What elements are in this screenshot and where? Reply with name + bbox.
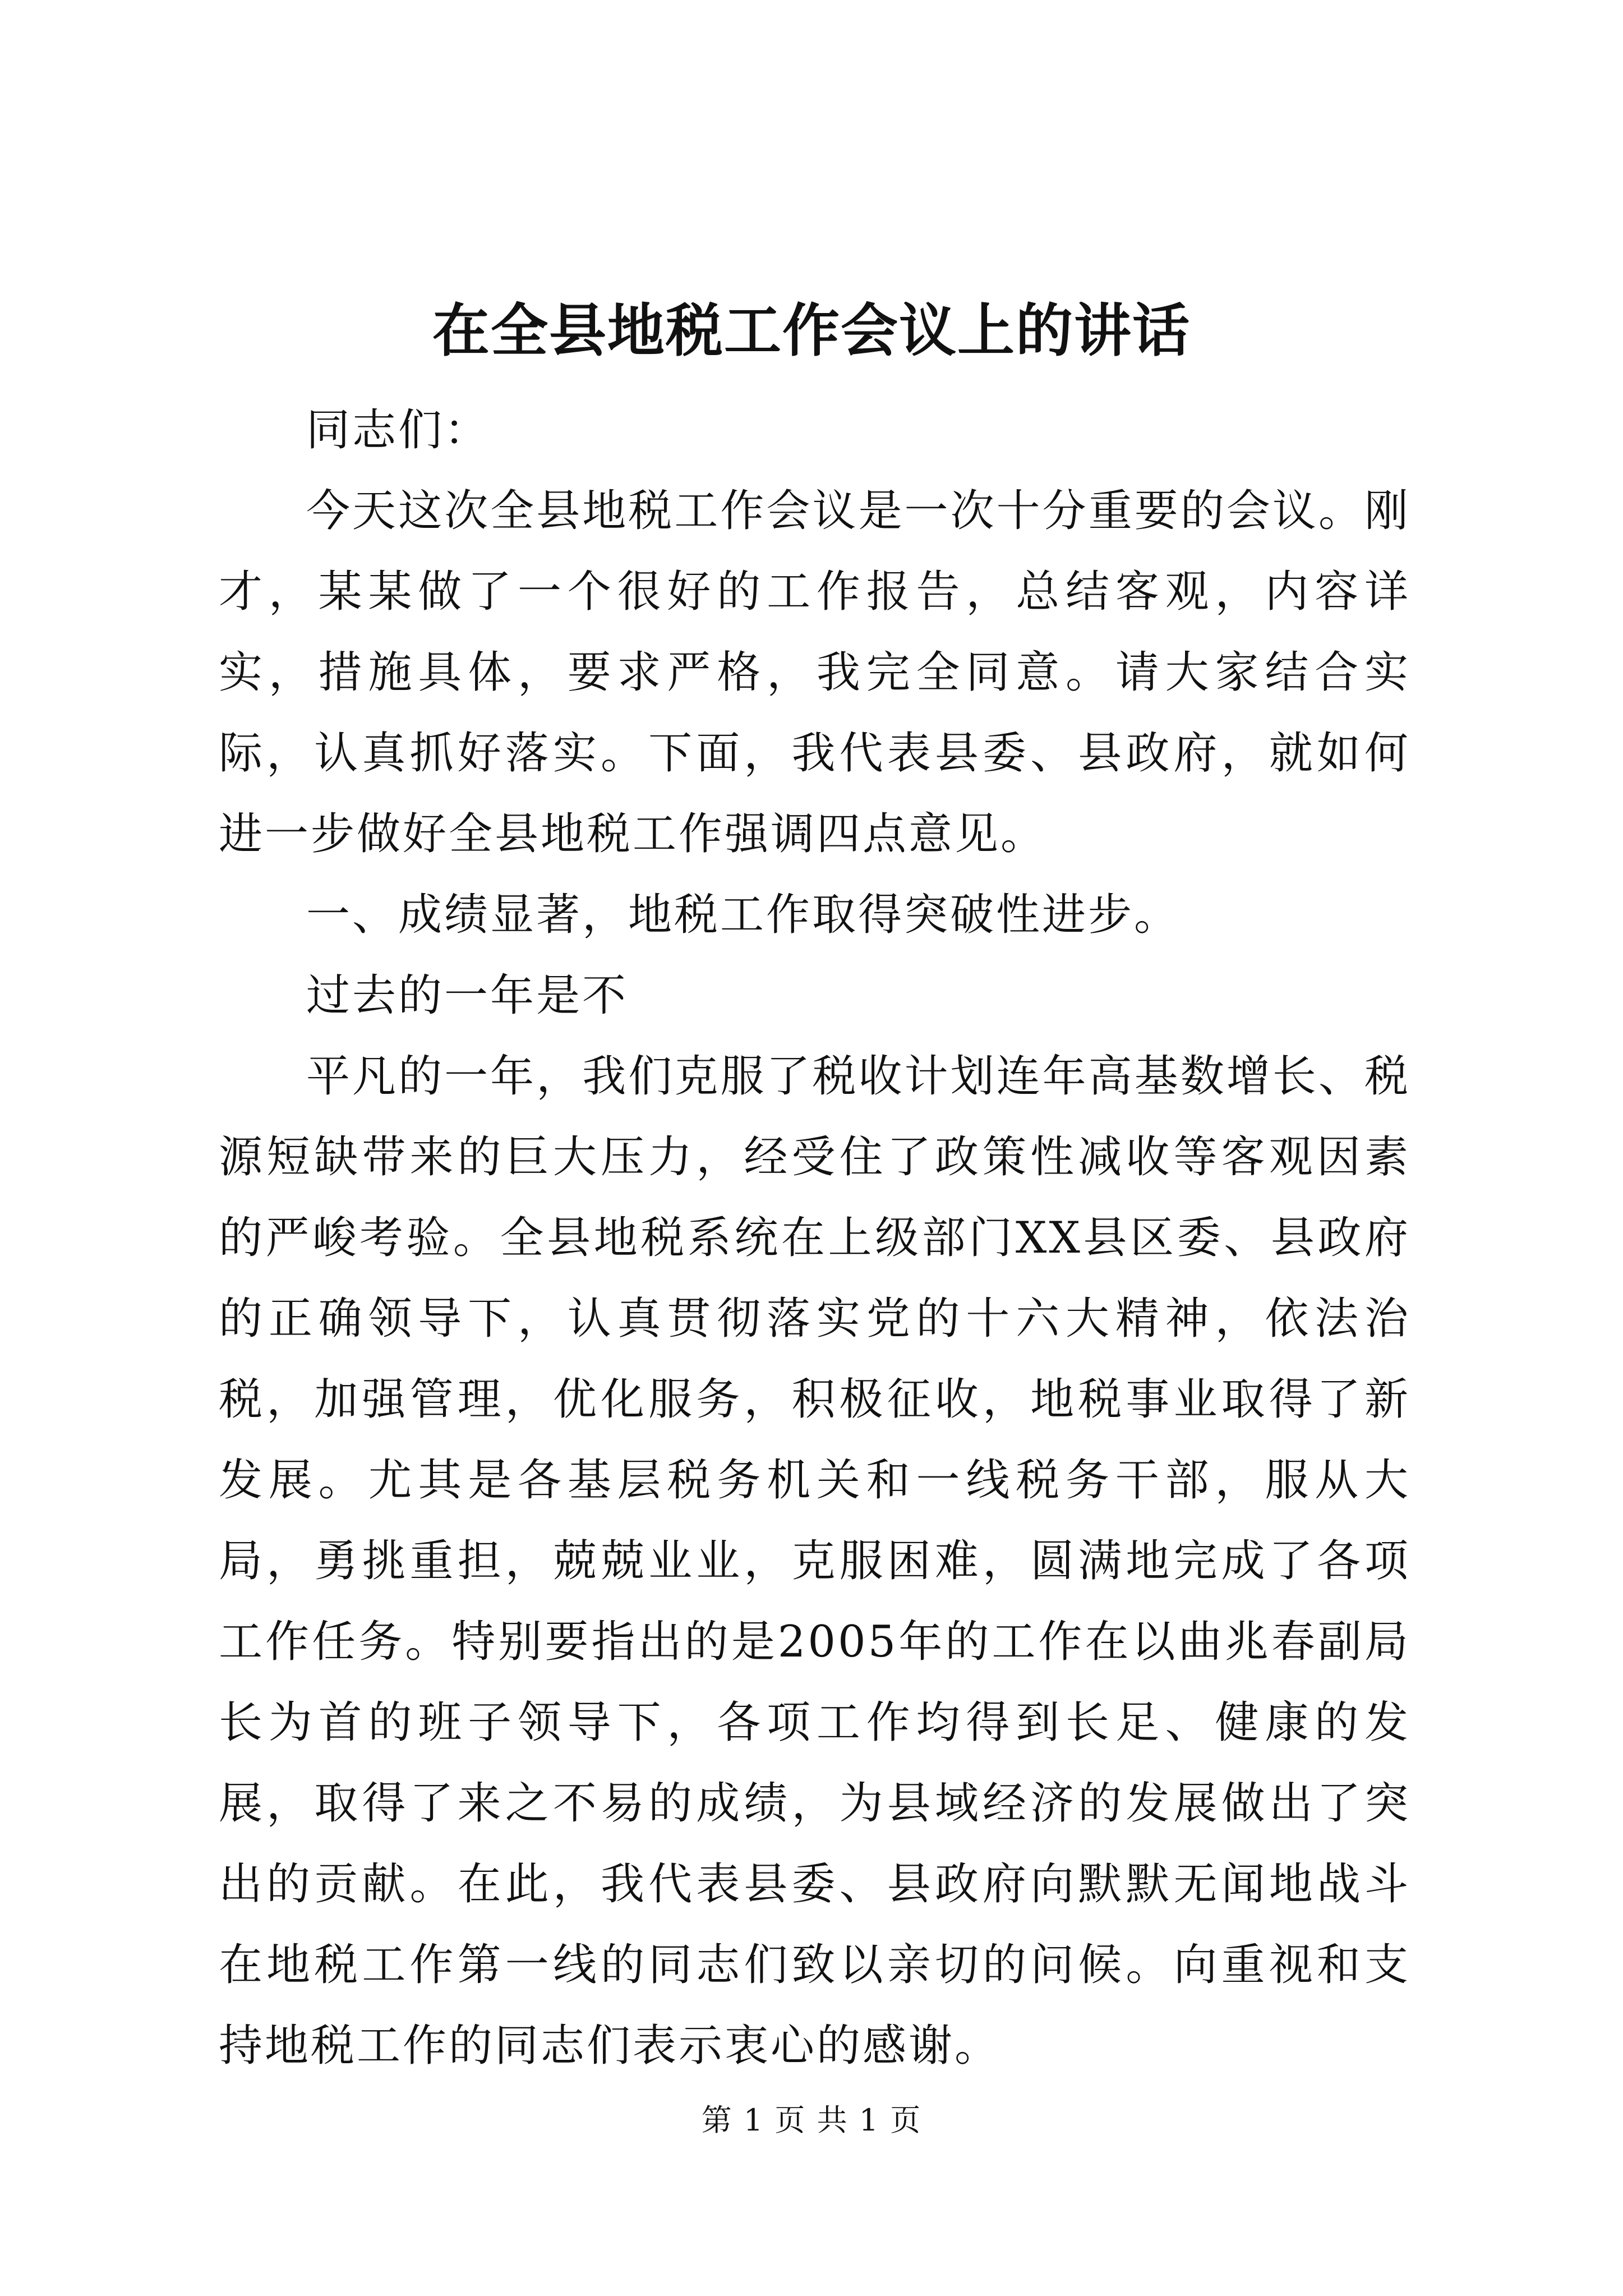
document-title: 在全县地税工作会议上的讲话 <box>432 297 1191 365</box>
document-body <box>219 390 1410 2086</box>
intro-paragraph: 今天这次全县地税工作会议是一次十分重要的会议。刚才，某某做了一个很好的工作报告，总结客观，内容详实，措施具体，要求严格，我完全同意。请大家结合实际，认真抓好落实。下面，我代表县委、县政府，就如何进一步做好全县地税工作强调四点意见。 <box>219 486 1410 859</box>
fragment-paragraph: 过去的一年是不 <box>306 970 629 1021</box>
section-heading: 一、成绩显著，地税工作取得突破性进步。 <box>306 890 1181 940</box>
salutation-paragraph: 同志们： <box>306 405 491 455</box>
achievement-paragraph: 平凡的一年，我们克服了税收计划连年高基数增长、税源短缺带来的巨大压力，经受住了政策性减收等客观因素的严峻考验。全县地税系统在上级部门XX县区委、县政府的正确领导下，认真贯彻落实党的十六大精神，依法治税，加强管理，优化服务，积极征收，地税事业取得了新发展。尤其是各基层税务机关和一线税务干部，服从大局，勇挑重担，兢兢业业，克服困难，圆满地完成了各项工作任务。特别要指出的是2005年的工作在以曲兆春副局长为首的班子领导下，各项工作均得到长足、健康的发展，取得了来之不易的成绩，为县域经济的发展做出了突出的贡献。在此，我代表县委、县政府向默默无闻地战斗在地税工作第一线的同志们致以亲切的问候。向重视和支持地税工作的同志们表示衷心的感谢。 <box>219 1051 1410 2071</box>
page-footer: 第 1 页 共 1 页 <box>701 2102 922 2138</box>
